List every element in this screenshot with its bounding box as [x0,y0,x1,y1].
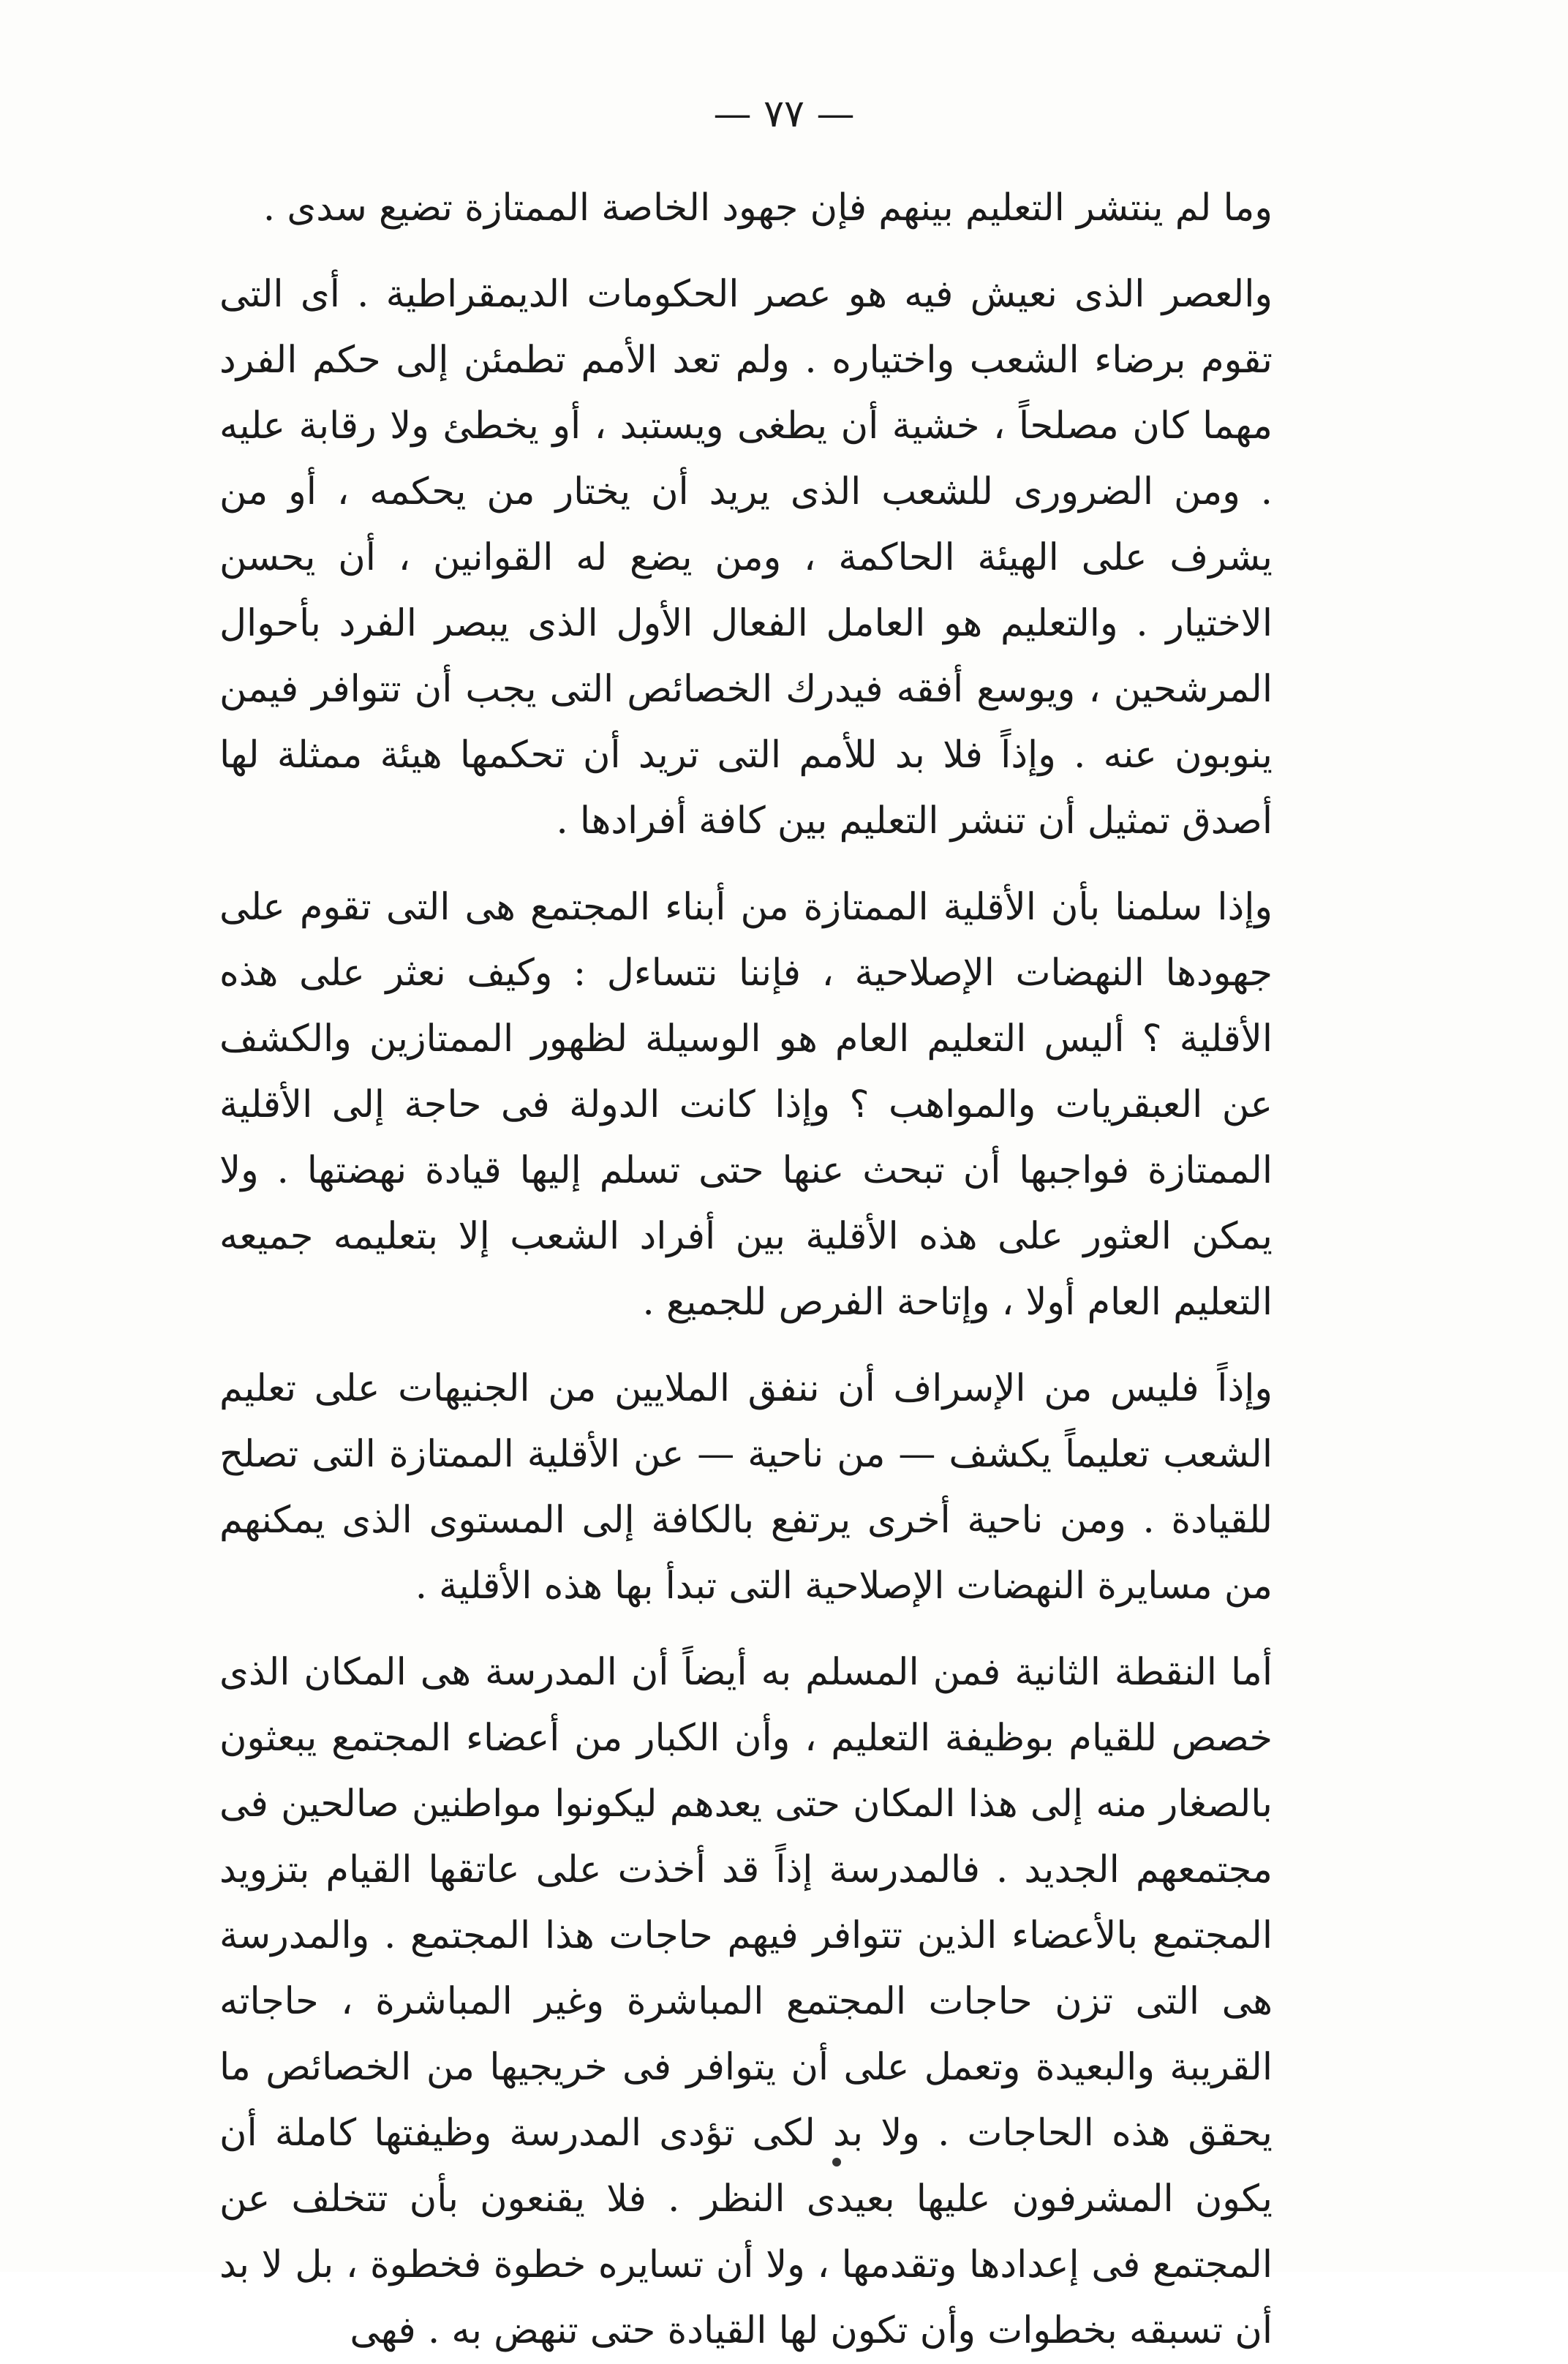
paragraph-2: والعصر الذى نعيش فيه هو عصر الحكومات الديمقراطية . أى التى تقوم برضاء الشعب واختياره . ولم تعد الأمم تطمئن إلى حكم الفرد مهما كان مصلحاً ، خشية أن يطغى ويستبد ، أو يخطئ ولا رقابة عليه . ومن الضرورى للشعب الذى يريد أن يختار من يحكمه ، أو من يشرف على الهيئة الحاكمة ، ومن يضع له القوانين ، أن يحسن الاختيار . والتعليم هو العامل الفعال الأول الذى يبصر الفرد بأحوال المرشحين ، ويوسع أفقه فيدرك الخصائص التى يجب أن تتوافر فيمن ينوبون عنه . وإذاً فلا بد للأمم التى تريد أن تحكمها هيئة ممثلة لها أصدق تمثيل أن تنشر التعليم بين كافة أفرادها . [219,273,1273,843]
paragraph-3: وإذا سلمنا بأن الأقلية الممتازة من أبناء المجتمع هى التى تقوم على جهودها النهضات الإصلاحية ، فإننا نتساءل : وكيف نعثر على هذه الأقلية ؟ أليس التعليم العام هو الوسيلة لظهور الممتازين والكشف عن العبقريات والمواهب ؟ وإذا كانت الدولة فى حاجة إلى الأقلية الممتازة فواجبها أن تبحث عنها حتى تسلم إليها قيادة نهضتها . ولا يمكن العثور على هذه الأقلية بين أفراد الشعب إلا بتعليمه جميعه التعليم العام أولا ، وإتاحة الفرص للجميع . [219,886,1273,1324]
paragraph-4: وإذاً فليس من الإسراف أن ننفق الملايين من الجنيهات على تعليم الشعب تعليماً يكشف — من ناحية — عن الأقلية الممتازة التى تصلح للقيادة . ومن ناحية أخرى يرتفع بالكافة إلى المستوى الذى يمكنهم من مسايرة النهضات الإصلاحية التى تبدأ بها هذه الأقلية . [219,1367,1273,1608]
paragraph-1: وما لم ينتشر التعليم بينهم فإن جهود الخاصة الممتازة تضيع سدى . [263,187,1273,230]
paragraph-5: أما النقطة الثانية فمن المسلم به أيضاً أن المدرسة هى المكان الذى خصص للقيام بوظيفة التعليم ، وأن الكبار من أعضاء المجتمع يبعثون بالصغار منه إلى هذا المكان حتى يعدهم ليكونوا مواطنين صالحين فى مجتمعهم الجديد . فالمدرسة إذاً قد أخذت على عاتقها القيام بتزويد المجتمع بالأعضاء الذين تتوافر فيهم حاجات هذا المجتمع . والمدرسة هى التى تزن حاجات المجتمع المباشرة وغير المباشرة ، حاجاته القريبة والبعيدة وتعمل على أن يتوافر فى خريجيها من الخصائص ما يحقق هذه الحاجات . ولا بد لكى تؤدى المدرسة وظيفتها كاملة أن يكون المشرفون عليها بعيدى النظر . فلا يقنعون بأن تتخلف عن المجتمع فى إعدادها وتقدمها ، ولا أن تسايره خطوة فخطوة ، بل لا بد أن تسبقه بخطوات وأن تكون لها القيادة حتى تنهض به . فهى [219,1651,1273,2352]
bottom-dot-mark [832,2158,841,2167]
page-number: — ٧٧ — [713,92,855,136]
body-text [219,176,1273,2364]
